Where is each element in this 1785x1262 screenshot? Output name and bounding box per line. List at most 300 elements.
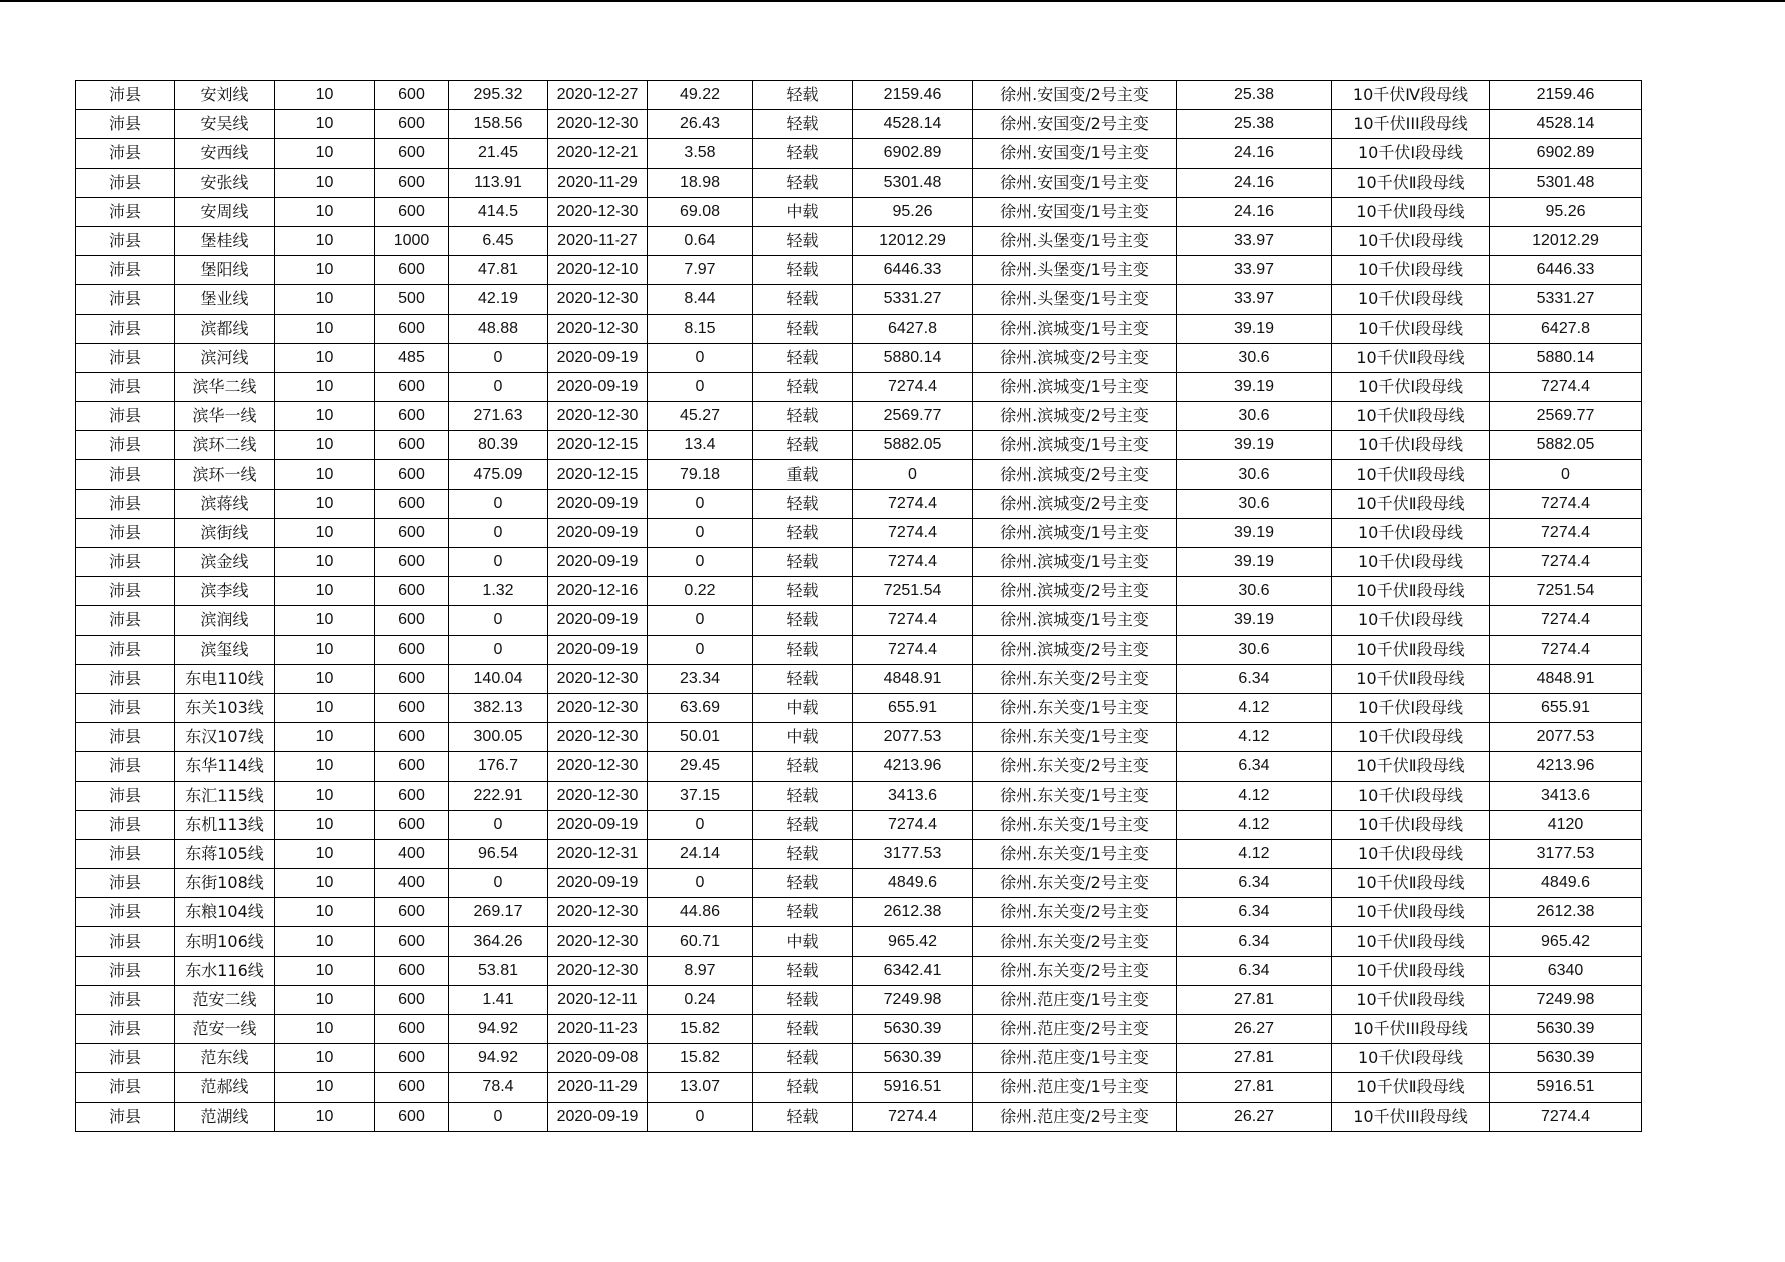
load-status-cell: 中载	[753, 723, 853, 752]
transformer-load-cell: 6.34	[1177, 956, 1332, 985]
available-capacity-cell: 2569.77	[853, 402, 973, 431]
busbar-cell: 10千伏Ⅰ段母线	[1332, 781, 1490, 810]
line-name-cell: 堡桂线	[175, 226, 275, 255]
county-cell: 沛县	[76, 606, 175, 635]
available-capacity-cell: 6446.33	[853, 256, 973, 285]
transformer-load-cell: 30.6	[1177, 460, 1332, 489]
table-row	[76, 372, 1642, 401]
max-current-cell: 269.17	[449, 898, 548, 927]
open-capacity-cell: 5630.39	[1490, 1015, 1642, 1044]
max-date-cell: 2020-12-30	[548, 752, 648, 781]
available-capacity-cell: 95.26	[853, 197, 973, 226]
open-capacity-cell: 7274.4	[1490, 1102, 1642, 1131]
county-cell: 沛县	[76, 693, 175, 722]
load-rate-cell: 23.34	[648, 664, 753, 693]
available-capacity-cell: 5630.39	[853, 1044, 973, 1073]
rated-current-cell: 1000	[375, 226, 449, 255]
load-rate-cell: 37.15	[648, 781, 753, 810]
max-date-cell: 2020-12-30	[548, 956, 648, 985]
line-name-cell: 堡阳线	[175, 256, 275, 285]
max-date-cell: 2020-09-19	[548, 372, 648, 401]
load-rate-cell: 8.44	[648, 285, 753, 314]
load-rate-cell: 0.64	[648, 226, 753, 255]
line-name-cell: 东明106线	[175, 927, 275, 956]
max-current-cell: 414.5	[449, 197, 548, 226]
load-rate-cell: 0	[648, 372, 753, 401]
rated-current-cell: 600	[375, 1015, 449, 1044]
open-capacity-cell: 7274.4	[1490, 489, 1642, 518]
busbar-cell: 10千伏Ⅰ段母线	[1332, 548, 1490, 577]
load-rate-cell: 0	[648, 1102, 753, 1131]
transformer-load-cell: 4.12	[1177, 839, 1332, 868]
load-rate-cell: 15.82	[648, 1015, 753, 1044]
voltage-cell: 10	[275, 402, 375, 431]
substation-transformer-cell: 徐州.东关变/2号主变	[973, 956, 1177, 985]
line-name-cell: 滨河线	[175, 343, 275, 372]
rated-current-cell: 600	[375, 256, 449, 285]
open-capacity-cell: 3413.6	[1490, 781, 1642, 810]
open-capacity-cell: 5331.27	[1490, 285, 1642, 314]
open-capacity-cell: 2569.77	[1490, 402, 1642, 431]
transformer-load-cell: 27.81	[1177, 1073, 1332, 1102]
max-current-cell: 78.4	[449, 1073, 548, 1102]
substation-transformer-cell: 徐州.滨城变/2号主变	[973, 402, 1177, 431]
line-name-cell: 范湖线	[175, 1102, 275, 1131]
rated-current-cell: 600	[375, 460, 449, 489]
available-capacity-cell: 7274.4	[853, 372, 973, 401]
substation-transformer-cell: 徐州.滨城变/1号主变	[973, 548, 1177, 577]
busbar-cell: 10千伏Ⅳ段母线	[1332, 81, 1490, 110]
load-status-cell: 中载	[753, 197, 853, 226]
max-current-cell: 475.09	[449, 460, 548, 489]
county-cell: 沛县	[76, 810, 175, 839]
available-capacity-cell: 4848.91	[853, 664, 973, 693]
busbar-cell: 10千伏Ⅱ段母线	[1332, 1073, 1490, 1102]
top-border-line	[0, 0, 1785, 2]
transformer-load-cell: 30.6	[1177, 402, 1332, 431]
available-capacity-cell: 6902.89	[853, 139, 973, 168]
busbar-cell: 10千伏Ⅱ段母线	[1332, 197, 1490, 226]
load-status-cell: 轻载	[753, 168, 853, 197]
available-capacity-cell: 6342.41	[853, 956, 973, 985]
open-capacity-cell: 4849.6	[1490, 869, 1642, 898]
rated-current-cell: 600	[375, 781, 449, 810]
transformer-load-cell: 24.16	[1177, 197, 1332, 226]
voltage-cell: 10	[275, 577, 375, 606]
max-current-cell: 0	[449, 343, 548, 372]
open-capacity-cell: 4213.96	[1490, 752, 1642, 781]
max-date-cell: 2020-12-30	[548, 314, 648, 343]
table-row	[76, 1102, 1642, 1131]
open-capacity-cell: 5301.48	[1490, 168, 1642, 197]
load-status-cell: 轻载	[753, 548, 853, 577]
county-cell: 沛县	[76, 723, 175, 752]
substation-transformer-cell: 徐州.安国变/1号主变	[973, 168, 1177, 197]
load-rate-cell: 8.97	[648, 956, 753, 985]
max-current-cell: 140.04	[449, 664, 548, 693]
load-status-cell: 轻载	[753, 110, 853, 139]
table-row	[76, 197, 1642, 226]
substation-transformer-cell: 徐州.东关变/2号主变	[973, 927, 1177, 956]
voltage-cell: 10	[275, 635, 375, 664]
transformer-load-cell: 33.97	[1177, 256, 1332, 285]
table-row	[76, 635, 1642, 664]
substation-transformer-cell: 徐州.安国变/1号主变	[973, 197, 1177, 226]
line-name-cell: 滨李线	[175, 577, 275, 606]
table-row	[76, 869, 1642, 898]
county-cell: 沛县	[76, 431, 175, 460]
available-capacity-cell: 3413.6	[853, 781, 973, 810]
county-cell: 沛县	[76, 898, 175, 927]
max-current-cell: 176.7	[449, 752, 548, 781]
substation-transformer-cell: 徐州.东关变/2号主变	[973, 664, 1177, 693]
line-name-cell: 东水116线	[175, 956, 275, 985]
busbar-cell: 10千伏Ⅱ段母线	[1332, 577, 1490, 606]
available-capacity-cell: 3177.53	[853, 839, 973, 868]
available-capacity-cell: 7274.4	[853, 518, 973, 547]
max-date-cell: 2020-09-19	[548, 869, 648, 898]
load-status-cell: 中载	[753, 927, 853, 956]
open-capacity-cell: 2612.38	[1490, 898, 1642, 927]
max-current-cell: 0	[449, 869, 548, 898]
transformer-load-cell: 26.27	[1177, 1102, 1332, 1131]
max-date-cell: 2020-11-29	[548, 1073, 648, 1102]
load-rate-cell: 60.71	[648, 927, 753, 956]
substation-transformer-cell: 徐州.滨城变/1号主变	[973, 431, 1177, 460]
open-capacity-cell: 5880.14	[1490, 343, 1642, 372]
max-date-cell: 2020-09-08	[548, 1044, 648, 1073]
table-row	[76, 810, 1642, 839]
max-date-cell: 2020-09-19	[548, 518, 648, 547]
substation-transformer-cell: 徐州.东关变/2号主变	[973, 898, 1177, 927]
open-capacity-cell: 7274.4	[1490, 606, 1642, 635]
substation-transformer-cell: 徐州.范庄变/2号主变	[973, 1015, 1177, 1044]
voltage-cell: 10	[275, 1073, 375, 1102]
transformer-load-cell: 6.34	[1177, 752, 1332, 781]
max-date-cell: 2020-09-19	[548, 606, 648, 635]
open-capacity-cell: 2159.46	[1490, 81, 1642, 110]
substation-transformer-cell: 徐州.东关变/1号主变	[973, 693, 1177, 722]
county-cell: 沛县	[76, 256, 175, 285]
county-cell: 沛县	[76, 1073, 175, 1102]
max-current-cell: 158.56	[449, 110, 548, 139]
load-status-cell: 轻载	[753, 577, 853, 606]
substation-transformer-cell: 徐州.东关变/1号主变	[973, 723, 1177, 752]
rated-current-cell: 600	[375, 1102, 449, 1131]
available-capacity-cell: 5331.27	[853, 285, 973, 314]
transformer-load-cell: 39.19	[1177, 314, 1332, 343]
max-current-cell: 0	[449, 635, 548, 664]
table-row	[76, 460, 1642, 489]
busbar-cell: 10千伏Ⅰ段母线	[1332, 810, 1490, 839]
busbar-cell: 10千伏Ⅱ段母线	[1332, 664, 1490, 693]
table-row	[76, 226, 1642, 255]
transformer-load-cell: 27.81	[1177, 985, 1332, 1014]
table-row	[76, 839, 1642, 868]
load-rate-cell: 63.69	[648, 693, 753, 722]
load-status-cell: 轻载	[753, 956, 853, 985]
county-cell: 沛县	[76, 460, 175, 489]
rated-current-cell: 600	[375, 635, 449, 664]
rated-current-cell: 600	[375, 1044, 449, 1073]
available-capacity-cell: 7274.4	[853, 548, 973, 577]
county-cell: 沛县	[76, 927, 175, 956]
voltage-cell: 10	[275, 1044, 375, 1073]
max-date-cell: 2020-12-30	[548, 664, 648, 693]
transformer-load-cell: 6.34	[1177, 664, 1332, 693]
table-row	[76, 723, 1642, 752]
line-name-cell: 滨街线	[175, 518, 275, 547]
transformer-load-cell: 39.19	[1177, 606, 1332, 635]
load-status-cell: 轻载	[753, 985, 853, 1014]
transformer-load-cell: 39.19	[1177, 372, 1332, 401]
max-current-cell: 42.19	[449, 285, 548, 314]
available-capacity-cell: 7274.4	[853, 635, 973, 664]
substation-transformer-cell: 徐州.东关变/1号主变	[973, 810, 1177, 839]
substation-transformer-cell: 徐州.范庄变/1号主变	[973, 985, 1177, 1014]
max-date-cell: 2020-12-16	[548, 577, 648, 606]
load-rate-cell: 79.18	[648, 460, 753, 489]
rated-current-cell: 600	[375, 1073, 449, 1102]
line-name-cell: 安刘线	[175, 81, 275, 110]
voltage-cell: 10	[275, 489, 375, 518]
county-cell: 沛县	[76, 197, 175, 226]
line-name-cell: 东电110线	[175, 664, 275, 693]
busbar-cell: 10千伏Ⅱ段母线	[1332, 898, 1490, 927]
rated-current-cell: 600	[375, 752, 449, 781]
load-rate-cell: 18.98	[648, 168, 753, 197]
busbar-cell: 10千伏Ⅰ段母线	[1332, 314, 1490, 343]
busbar-cell: 10千伏Ⅰ段母线	[1332, 606, 1490, 635]
substation-transformer-cell: 徐州.东关变/2号主变	[973, 869, 1177, 898]
max-date-cell: 2020-12-30	[548, 693, 648, 722]
voltage-cell: 10	[275, 1102, 375, 1131]
line-name-cell: 东粮104线	[175, 898, 275, 927]
load-rate-cell: 0	[648, 606, 753, 635]
table-row	[76, 1015, 1642, 1044]
voltage-cell: 10	[275, 372, 375, 401]
substation-transformer-cell: 徐州.范庄变/1号主变	[973, 1044, 1177, 1073]
available-capacity-cell: 2159.46	[853, 81, 973, 110]
available-capacity-cell: 7251.54	[853, 577, 973, 606]
max-date-cell: 2020-09-19	[548, 1102, 648, 1131]
busbar-cell: 10千伏Ⅱ段母线	[1332, 956, 1490, 985]
voltage-cell: 10	[275, 226, 375, 255]
transformer-load-cell: 30.6	[1177, 343, 1332, 372]
voltage-cell: 10	[275, 927, 375, 956]
transformer-load-cell: 39.19	[1177, 518, 1332, 547]
available-capacity-cell: 2077.53	[853, 723, 973, 752]
transformer-load-cell: 33.97	[1177, 285, 1332, 314]
load-rate-cell: 45.27	[648, 402, 753, 431]
load-status-cell: 轻载	[753, 431, 853, 460]
voltage-cell: 10	[275, 431, 375, 460]
busbar-cell: 10千伏Ⅱ段母线	[1332, 752, 1490, 781]
open-capacity-cell: 7274.4	[1490, 372, 1642, 401]
table-row	[76, 402, 1642, 431]
line-name-cell: 安周线	[175, 197, 275, 226]
load-rate-cell: 13.07	[648, 1073, 753, 1102]
open-capacity-cell: 965.42	[1490, 927, 1642, 956]
max-current-cell: 0	[449, 489, 548, 518]
busbar-cell: 10千伏Ⅱ段母线	[1332, 927, 1490, 956]
transformer-load-cell: 24.16	[1177, 168, 1332, 197]
max-date-cell: 2020-12-30	[548, 723, 648, 752]
table-row	[76, 518, 1642, 547]
busbar-cell: 10千伏Ⅰ段母线	[1332, 693, 1490, 722]
table-row	[76, 898, 1642, 927]
line-name-cell: 滨润线	[175, 606, 275, 635]
voltage-cell: 10	[275, 548, 375, 577]
load-rate-cell: 69.08	[648, 197, 753, 226]
load-status-cell: 轻载	[753, 606, 853, 635]
load-status-cell: 轻载	[753, 635, 853, 664]
max-date-cell: 2020-09-19	[548, 548, 648, 577]
substation-transformer-cell: 徐州.范庄变/1号主变	[973, 1073, 1177, 1102]
voltage-cell: 10	[275, 985, 375, 1014]
table-row	[76, 577, 1642, 606]
available-capacity-cell: 2612.38	[853, 898, 973, 927]
county-cell: 沛县	[76, 869, 175, 898]
busbar-cell: 10千伏Ⅰ段母线	[1332, 285, 1490, 314]
open-capacity-cell: 6340	[1490, 956, 1642, 985]
voltage-cell: 10	[275, 81, 375, 110]
line-name-cell: 东关103线	[175, 693, 275, 722]
load-status-cell: 轻载	[753, 518, 853, 547]
load-status-cell: 轻载	[753, 1015, 853, 1044]
voltage-cell: 10	[275, 606, 375, 635]
table-row	[76, 431, 1642, 460]
load-status-cell: 轻载	[753, 1073, 853, 1102]
available-capacity-cell: 965.42	[853, 927, 973, 956]
max-current-cell: 6.45	[449, 226, 548, 255]
transformer-load-cell: 33.97	[1177, 226, 1332, 255]
load-status-cell: 轻载	[753, 664, 853, 693]
table-row	[76, 781, 1642, 810]
voltage-cell: 10	[275, 197, 375, 226]
rated-current-cell: 600	[375, 518, 449, 547]
substation-transformer-cell: 徐州.滨城变/2号主变	[973, 489, 1177, 518]
available-capacity-cell: 655.91	[853, 693, 973, 722]
load-status-cell: 重载	[753, 460, 853, 489]
busbar-cell: 10千伏Ⅰ段母线	[1332, 226, 1490, 255]
substation-transformer-cell: 徐州.东关变/1号主变	[973, 839, 1177, 868]
transformer-load-cell: 4.12	[1177, 723, 1332, 752]
line-name-cell: 东街108线	[175, 869, 275, 898]
table-row	[76, 81, 1642, 110]
transformer-load-cell: 25.38	[1177, 81, 1332, 110]
voltage-cell: 10	[275, 781, 375, 810]
busbar-cell: 10千伏Ⅱ段母线	[1332, 460, 1490, 489]
max-date-cell: 2020-12-30	[548, 898, 648, 927]
available-capacity-cell: 6427.8	[853, 314, 973, 343]
table-row	[76, 548, 1642, 577]
max-current-cell: 0	[449, 548, 548, 577]
transformer-load-cell: 6.34	[1177, 869, 1332, 898]
available-capacity-cell: 5880.14	[853, 343, 973, 372]
open-capacity-cell: 7274.4	[1490, 518, 1642, 547]
max-current-cell: 222.91	[449, 781, 548, 810]
line-name-cell: 范安二线	[175, 985, 275, 1014]
load-rate-cell: 3.58	[648, 139, 753, 168]
load-rate-cell: 7.97	[648, 256, 753, 285]
transformer-load-cell: 30.6	[1177, 635, 1332, 664]
rated-current-cell: 600	[375, 489, 449, 518]
max-current-cell: 300.05	[449, 723, 548, 752]
load-rate-cell: 15.82	[648, 1044, 753, 1073]
rated-current-cell: 600	[375, 956, 449, 985]
load-status-cell: 轻载	[753, 781, 853, 810]
transformer-load-cell: 6.34	[1177, 898, 1332, 927]
rated-current-cell: 600	[375, 81, 449, 110]
busbar-cell: 10千伏Ⅱ段母线	[1332, 402, 1490, 431]
county-cell: 沛县	[76, 226, 175, 255]
rated-current-cell: 600	[375, 927, 449, 956]
busbar-cell: 10千伏Ⅰ段母线	[1332, 139, 1490, 168]
transformer-load-cell: 26.27	[1177, 1015, 1332, 1044]
voltage-cell: 10	[275, 343, 375, 372]
max-date-cell: 2020-12-15	[548, 431, 648, 460]
busbar-cell: 10千伏Ⅱ段母线	[1332, 489, 1490, 518]
county-cell: 沛县	[76, 314, 175, 343]
voltage-cell: 10	[275, 139, 375, 168]
load-status-cell: 轻载	[753, 81, 853, 110]
max-current-cell: 94.92	[449, 1044, 548, 1073]
max-current-cell: 53.81	[449, 956, 548, 985]
max-date-cell: 2020-12-31	[548, 839, 648, 868]
transformer-load-cell: 39.19	[1177, 431, 1332, 460]
load-rate-cell: 0.24	[648, 985, 753, 1014]
max-date-cell: 2020-12-15	[548, 460, 648, 489]
line-name-cell: 滨金线	[175, 548, 275, 577]
max-date-cell: 2020-09-19	[548, 635, 648, 664]
county-cell: 沛县	[76, 110, 175, 139]
rated-current-cell: 485	[375, 343, 449, 372]
rated-current-cell: 600	[375, 606, 449, 635]
line-name-cell: 东汇115线	[175, 781, 275, 810]
substation-transformer-cell: 徐州.滨城变/1号主变	[973, 372, 1177, 401]
rated-current-cell: 600	[375, 693, 449, 722]
rated-current-cell: 600	[375, 723, 449, 752]
county-cell: 沛县	[76, 781, 175, 810]
county-cell: 沛县	[76, 1102, 175, 1131]
available-capacity-cell: 7274.4	[853, 606, 973, 635]
county-cell: 沛县	[76, 168, 175, 197]
line-name-cell: 东华114线	[175, 752, 275, 781]
load-rate-cell: 29.45	[648, 752, 753, 781]
transformer-load-cell: 27.81	[1177, 1044, 1332, 1073]
open-capacity-cell: 0	[1490, 460, 1642, 489]
load-rate-cell: 0	[648, 635, 753, 664]
load-rate-cell: 0	[648, 548, 753, 577]
max-current-cell: 271.63	[449, 402, 548, 431]
busbar-cell: 10千伏Ⅱ段母线	[1332, 869, 1490, 898]
load-rate-cell: 8.15	[648, 314, 753, 343]
busbar-cell: 10千伏Ⅱ段母线	[1332, 343, 1490, 372]
rated-current-cell: 600	[375, 197, 449, 226]
load-status-cell: 轻载	[753, 489, 853, 518]
voltage-cell: 10	[275, 898, 375, 927]
line-name-cell: 安吴线	[175, 110, 275, 139]
load-status-cell: 轻载	[753, 402, 853, 431]
line-name-cell: 滨华二线	[175, 372, 275, 401]
table-row	[76, 664, 1642, 693]
substation-transformer-cell: 徐州.头堡变/1号主变	[973, 256, 1177, 285]
open-capacity-cell: 6446.33	[1490, 256, 1642, 285]
load-rate-cell: 44.86	[648, 898, 753, 927]
available-capacity-cell: 7274.4	[853, 489, 973, 518]
max-current-cell: 382.13	[449, 693, 548, 722]
